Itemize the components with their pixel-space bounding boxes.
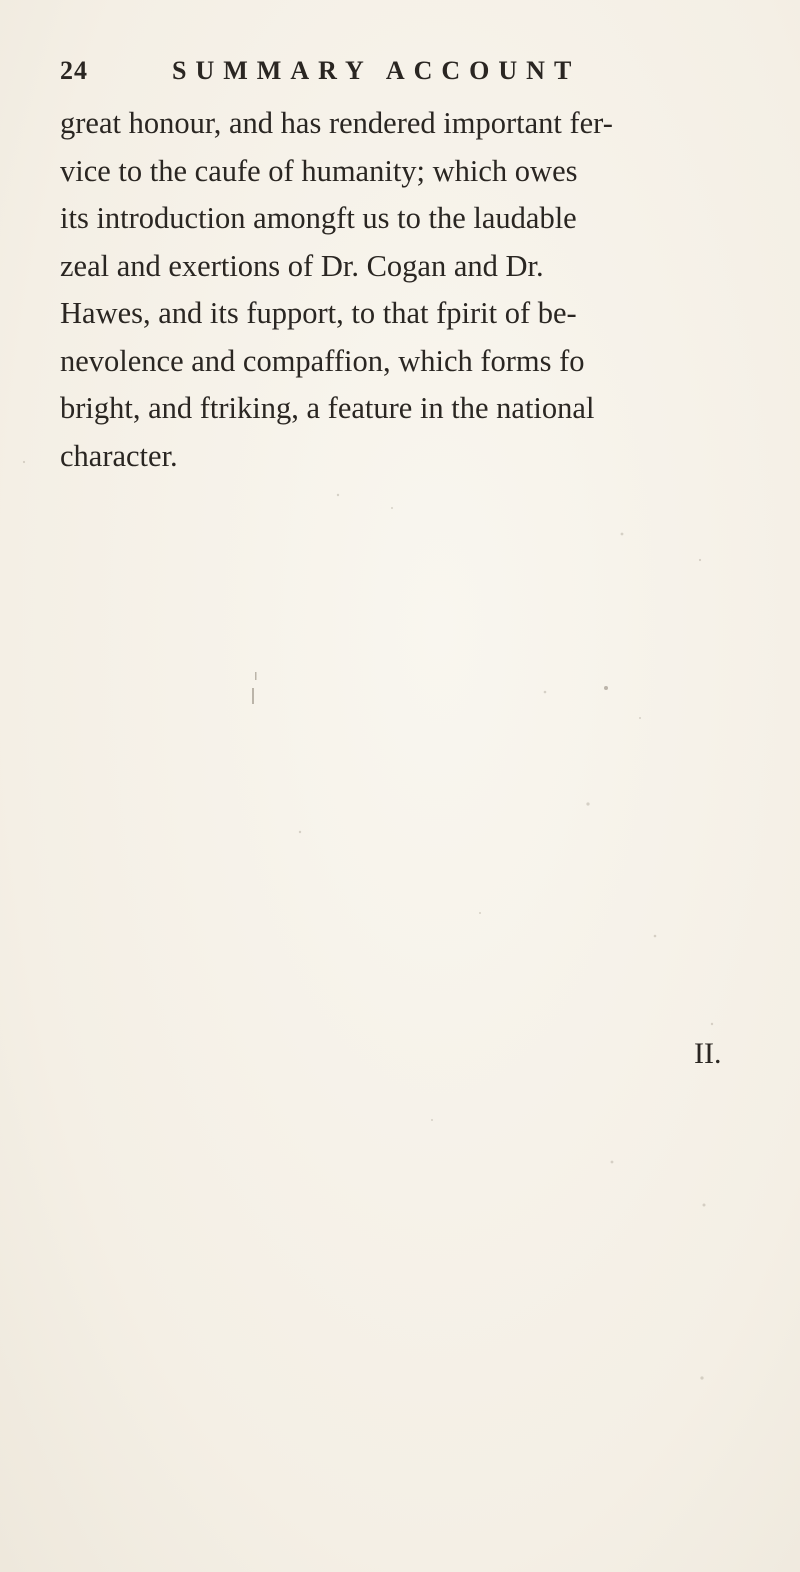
text-line: zeal and exertions of Dr. Cogan and Dr. (60, 248, 544, 283)
text-line: its introduction amongft us to the laudable (60, 201, 577, 235)
running-head (60, 56, 740, 96)
text-line: character. (60, 438, 178, 473)
text-line: great honour, and has rendered important fer- (60, 106, 613, 140)
page-number: 24 (60, 56, 88, 85)
body-paragraph (60, 100, 772, 480)
text-line: nevolence and compaffion, which forms fo (60, 343, 585, 378)
catchword: II. (694, 1037, 722, 1070)
text-line: Hawes, and its fupport, to that fpirit of be- (60, 296, 577, 330)
text-line: vice to the caufe of humanity; which owes (60, 153, 578, 188)
text-line: bright, and ftriking, a feature in the national (60, 391, 595, 425)
running-title: SUMMARY ACCOUNT (172, 56, 581, 85)
